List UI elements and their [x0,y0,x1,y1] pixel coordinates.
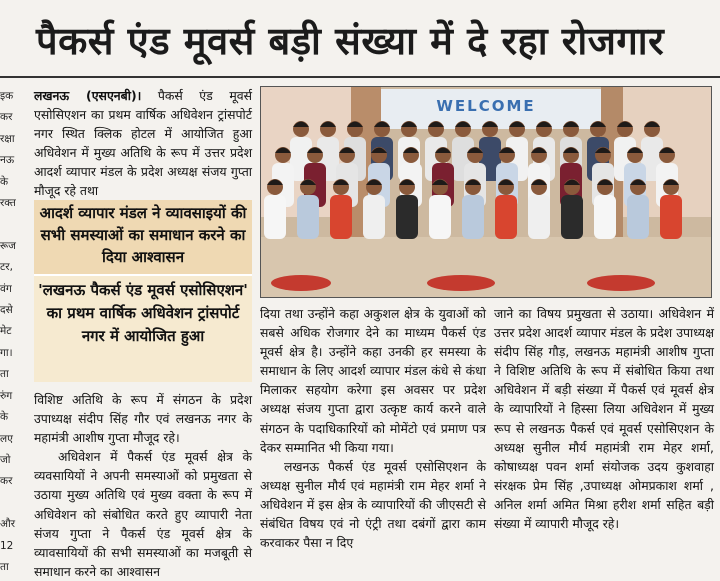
article-paragraph: अधिवेशन में पैकर्स एंड मूवर्स क्षेत्र के व्यवसायियों ने अपनी समस्याओं को प्रमुखता से उठाया मुख्य अतिथि एवं मुख्य वक्ता के रूप में अधिवेशन को संबोधित करते हुए व्यापारी नेता संजय गुप्ता ने पैकर्स एंड मूवर्स क्षेत्र के व्यावसायियों की सभी समस्याओं का मजबूती से समाधान करने का आश्वासन [34,449,252,579]
fragment-line: ता [0,368,9,381]
fragment-line: टर, [0,261,13,274]
article-column-2 [260,304,486,576]
fragment-line [0,214,26,235]
fragment-line: वंग [0,282,12,295]
fragment-line: रूज [0,239,16,252]
fragment-line: और [0,518,16,531]
person-figure [396,179,418,239]
person-figure [561,179,583,239]
fragment-line: कर [0,111,13,124]
fragment-line: रुंग [0,389,13,402]
article-column-1-top [34,86,252,198]
person-figure [462,179,484,239]
fragment-line [0,493,26,514]
pull-quote-primary: आदर्श व्यापार मंडल ने व्यावसाइयों की सभी समस्याओं का समाधान करने का दिया आश्वासन [34,200,252,274]
fragment-line: नऊ [0,154,15,167]
person-figure [627,179,649,239]
headline-rule [0,76,720,78]
fragment-line: कर [0,475,13,488]
article-column-1-bottom [34,390,252,579]
fragment-line: के [0,175,9,188]
fragment-line: ता [0,560,9,573]
article-column-3 [494,304,714,576]
person-figure [594,179,616,239]
person-figure [495,179,517,239]
person-figure [429,179,451,239]
article-paragraph: लखनऊ पैकर्स एंड मूवर्स एसोसिएशन के अध्यक्ष सुनील मौर्य एवं महामंत्री राम मेहर शर्मा ने अधिवेशन में इस क्षेत्र के व्यापारियों की जीएसटी से संबंधित विषय एवं नो एंट्री तथा दबंगों द्वारा काम करवाकर पैसा न दिए [260,458,486,551]
person-figure [363,179,385,239]
fragment-line: जो [0,453,11,466]
fragment-line: 12 [0,539,14,552]
article-paragraph: दिया तथा उन्होंने कहा अकुशल क्षेत्र के युवाओं को सबसे अधिक रोजगार देने का माध्यम पैकर्स एंड मूवर्स क्षेत्र है। उन्होंने कहा उनकी हर समस्या के समाधान के लिए आदर्श व्यापार मंडल कंधे से कंधा मिलाकर सहयोग करेगा इस अवसर पर प्रदेश अध्यक्ष संजय गुप्ता द्वारा उत्कृष्ट कार्य करने वाले संगठन के पदाधिकारियों को मोमेंटो एवं प्रमाण पत्र देकर सम्मानित भी किया गया। [260,306,486,455]
person-figure [264,179,286,239]
article-paragraph: विशिष्ट अतिथि के रूप में संगठन के प्रदेश उपाध्यक्ष संदीप सिंह गौर एवं लखनऊ नगर के महामंत्री आशीष गुप्ता मौजूद रहे। [34,392,252,446]
left-column-fragment [0,86,26,573]
group-photo [260,86,712,298]
pull-quote-secondary: 'लखनऊ पैकर्स एंड मूवर्स एसोसिएशन' का प्रथम वार्षिक अधिवेशन ट्रांसपोर्ट नगर में आयोजित हुआ [34,276,252,382]
fragment-line: रक्षा [0,132,15,145]
fragment-line: दसे [0,304,13,317]
article-lead-text: पैकर्स एंड मूवर्स एसोसिएशन का प्रथम वार्षिक अधिवेशन ट्रांसपोर्ट नगर स्थित क्लिक होटल में आयोजित हुआ अधिवेशन में मुख्य अतिथि के रूप में उत्तर प्रदेश आदर्श व्यापार मंडल के प्रदेश अध्यक्ष संजय गुप्ता मौजूद रहे तथा [34,88,252,199]
fragment-line: रक्त [0,197,16,210]
fragment-line: लए [0,432,13,445]
fragment-line: के [0,411,9,424]
person-figure [528,179,550,239]
person-figure [330,179,352,239]
article-paragraph: जाने का विषय प्रमुखता से उठाया। अधिवेशन में उत्तर प्रदेश आदर्श व्यापार मंडल के प्रदेश उपाध्यक्ष संदीप सिंह गौड़, लखनऊ महामंत्री आशीष गुप्ता ने विशिष्ट अतिथि के रूप में संबोधित किया तथा अधिवेशन में बड़ी संख्या में पैकर्स एवं मूवर्स क्षेत्र के व्यापारियों ने हिस्सा लिया अधिवेशन में मुख्य रूप से लखनऊ पैकर्स एवं मूवर्स एसोसिएशन के अध्यक्ष सुनील मौर्य महामंत्री राम मेहर शर्मा, कोषाध्यक्ष पवन शर्मा संयोजक उदय कुशवाहा संरक्षक प्रेम सिंह ,उपाध्यक्ष ओमप्रकाश शर्मा , अनिल शर्मा अमित मिश्रा हरीश शर्मा सहित बड़ी संख्या में व्यापारी मौजूद रहे। [494,306,714,532]
photo-banner-text: WELCOME [436,97,536,115]
person-figure [297,179,319,239]
person-figure [660,179,682,239]
fragment-line: इक [0,90,14,102]
fragment-line: गा। [0,346,13,359]
fragment-line: मेट [0,325,12,338]
headline: पैकर्स एंड मूवर्स बड़ी संख्या में दे रहा रोजगार [36,18,665,63]
dateline: लखनऊ (एसएनबी)। [34,88,142,103]
